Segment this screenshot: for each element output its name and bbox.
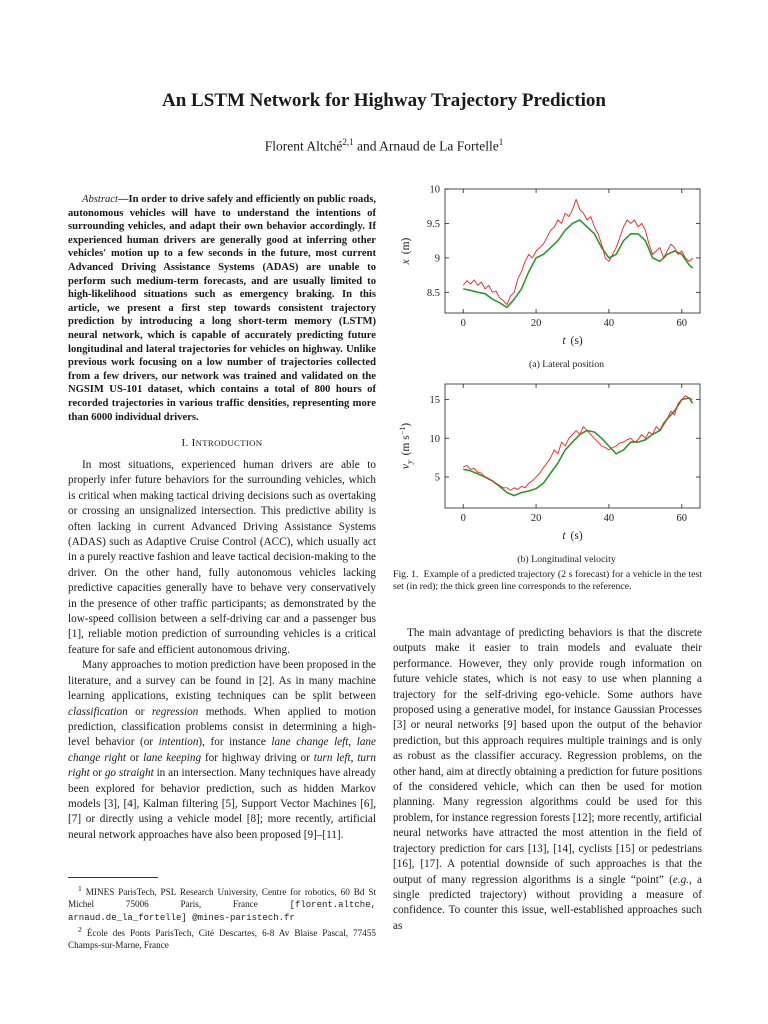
author-separator: and [357, 138, 377, 154]
paper-title: An LSTM Network for Highway Trajectory Prediction [162, 90, 606, 111]
x-tick-label: 20 [530, 513, 542, 524]
x-axis-label: t (s) [562, 335, 583, 347]
section-heading [68, 437, 376, 449]
x-tick-label: 60 [676, 513, 688, 524]
x-tick-label: 60 [676, 318, 688, 329]
x-axis-label: t (s) [562, 530, 583, 542]
plot-frame [445, 384, 700, 508]
y-tick-label: 8.5 [426, 287, 440, 299]
abstract-text: In order to drive safely and efficiently on public roads, autonomous vehicles will have to understand the intentions of surrounding vehicles, and adapt their own behavior accordingly. If experienced human drivers are generally good at inferring other vehicles' motion up to a few seconds in the future, most current Advanced Driving Assistance Systems (ADAS) are unable to perform such medium-term forecasts, and are usually limited to high-likelihood situations such as emergency braking. In this article, we present a first step towards consistent trajectory prediction by introducing a long short-term memory (LSTM) neural network, which is capable of accurately predicting future longitudinal and lateral trajectories for vehicles on highway. Unlike previous work focusing on a low number of trajectories collected from a few drivers, our network was trained and validated on the NGSIM US-101 dataset, which contains a total of 800 hours of recorded trajectories in various traffic densities, representing more than 6000 individual drivers. [68, 194, 376, 423]
plot-frame [445, 189, 700, 313]
series-line-reference [463, 398, 693, 496]
x-tick-label: 40 [603, 318, 615, 329]
series-line-prediction [463, 199, 693, 304]
x-tick-label: 40 [603, 513, 615, 524]
y-tick-label: 9 [434, 253, 440, 265]
abstract-dash: — [117, 194, 129, 205]
x-tick-label: 0 [460, 513, 466, 524]
abstract [68, 193, 376, 424]
figure-caption [393, 569, 702, 593]
author-affiliation: 1 [498, 137, 504, 147]
author-affiliation: 2,1 [342, 137, 354, 147]
section-title-initial: I [191, 437, 196, 449]
subfigure-caption: (a) Lateral position [528, 359, 605, 370]
intro-body [68, 458, 376, 843]
author-list [0, 137, 768, 155]
y-tick-label: 9.5 [426, 218, 440, 230]
footnotes [68, 883, 376, 951]
author-name: Florent Altché [264, 138, 343, 154]
x-tick-label: 0 [460, 318, 466, 329]
figure-longitudinal-velocity [393, 378, 711, 568]
figure-lateral-position [393, 183, 711, 373]
section-number: I. [181, 437, 189, 449]
chart-longitudinal-velocity [393, 378, 711, 568]
subfigure-caption: (b) Longitudinal velocity [517, 554, 616, 565]
y-axis-label: $v_y(m$ $s^{-1}$) [398, 422, 414, 470]
chart-lateral-position [393, 183, 711, 373]
figure-caption-text: Example of a predicted trajectory (2 s forecast) for a vehicle in the test set (in red); the thick green line corresponds to the reference. [393, 569, 702, 593]
y-tick-label: 10 [429, 433, 440, 445]
y-axis-label: x(m) [400, 237, 412, 265]
right-column-body [393, 626, 702, 934]
footnote-rule [68, 877, 158, 878]
y-tick-label: 5 [434, 472, 440, 484]
y-tick-label: 15 [429, 395, 440, 406]
footnote: $^2$ École des Ponts ParisTech, Cité Descartes, 6-8 Av Blaise Pascal, 77455 Champs-sur-Marne, France [68, 925, 377, 951]
x-tick-label: 20 [530, 318, 542, 329]
paragraph: In most situations, experienced human drivers are able to properly infer future behaviors for the surrounding vehicles, which is critical when making tactical driving decisions such as overtaking or crossing an unsignalized intersection. This predictive ability is often lacking in current Advanced Driving Assistance Systems (ADAS) such as Adaptive Cruise Control (ACC), which usually act in a purely reactive fashion and leave tactical decision-making to the driver. On the other hand, fully autonomous vehicles lacking predictive capacities generally have to behave very conservatively in the presence of other traffic participants; as demonstrated by the low-speed collision between a self-driving car and a passenger bus [1], reliable motion prediction of surrounding vehicles is a critical feature for safe and efficient autonomous driving. [68, 459, 376, 656]
email-address: [florent.altche, arnaud.de_la_fortelle] @mines-paristech.fr [68, 900, 376, 924]
footnote: $^1$ MINES ParisTech, PSL Research University, Centre for robotics, 60 Bd St Michel 75006 Paris, France [florent.altche, arnaud.de_la_fortelle] @mines-paristech.fr [68, 884, 377, 924]
paragraph: The main advantage of predicting behaviors is that the discrete outputs make it easier to train models and evaluate their performance. However, they only provide rough information on future vehicle states, which is not easy to use when planning a trajectory for the self-driving ego-vehicle. Some authors have proposed using a generative model, for instance Gaussian Processes [3] or neural networks [9] based upon the output of the behavior prediction, but this approach requires multiple trainings and is only as robust as the classifier accuracy. Regression problems, on the other hand, aim at directly obtaining a prediction for future positions of the considered vehicle, which can then be used for motion planning. Many regression algorithms could be used for this problem, for instance regression forests [12]; more recently, artificial neural networks have attracted the most attention in the field of trajectory prediction for cars [13], [14], cyclists [15] or pedestrians [16], [17]. A potential downside of such approaches is that the output of many regression algorithms is a single “point” (e.g., a single predicted trajectory) without providing a measure of confidence. To counter this issue, well-established approaches such as [393, 627, 702, 932]
y-tick-label: 10 [429, 184, 440, 196]
abstract-label: Abstract [82, 194, 118, 205]
figure-label: Fig. 1. [393, 569, 419, 580]
author-name: Arnaud de La Fortelle [379, 138, 499, 154]
series-line-prediction [463, 396, 693, 491]
section-title-rest: NTRODUCTION [195, 438, 263, 448]
paragraph: Many approaches to motion prediction have been proposed in the literature, and a survey can be found in [2]. As in many machine learning applications, existing techniques can be split between classification or regression methods. When applied to motion prediction, classification problems consist in determining a high-level behavior (or intention), for instance lane change left, lane change right or lane keeping for highway driving or turn left, turn right or go straight in an intersection. Many techniques have already been explored for behavior prediction, such as hidden Markov models [3], [4], Kalman filtering [5], Support Vector Machines [6], [7] or directly using a vehicle model [8]; more recently, artificial neural network approaches have also been proposed [9]–[11]. [68, 659, 376, 841]
